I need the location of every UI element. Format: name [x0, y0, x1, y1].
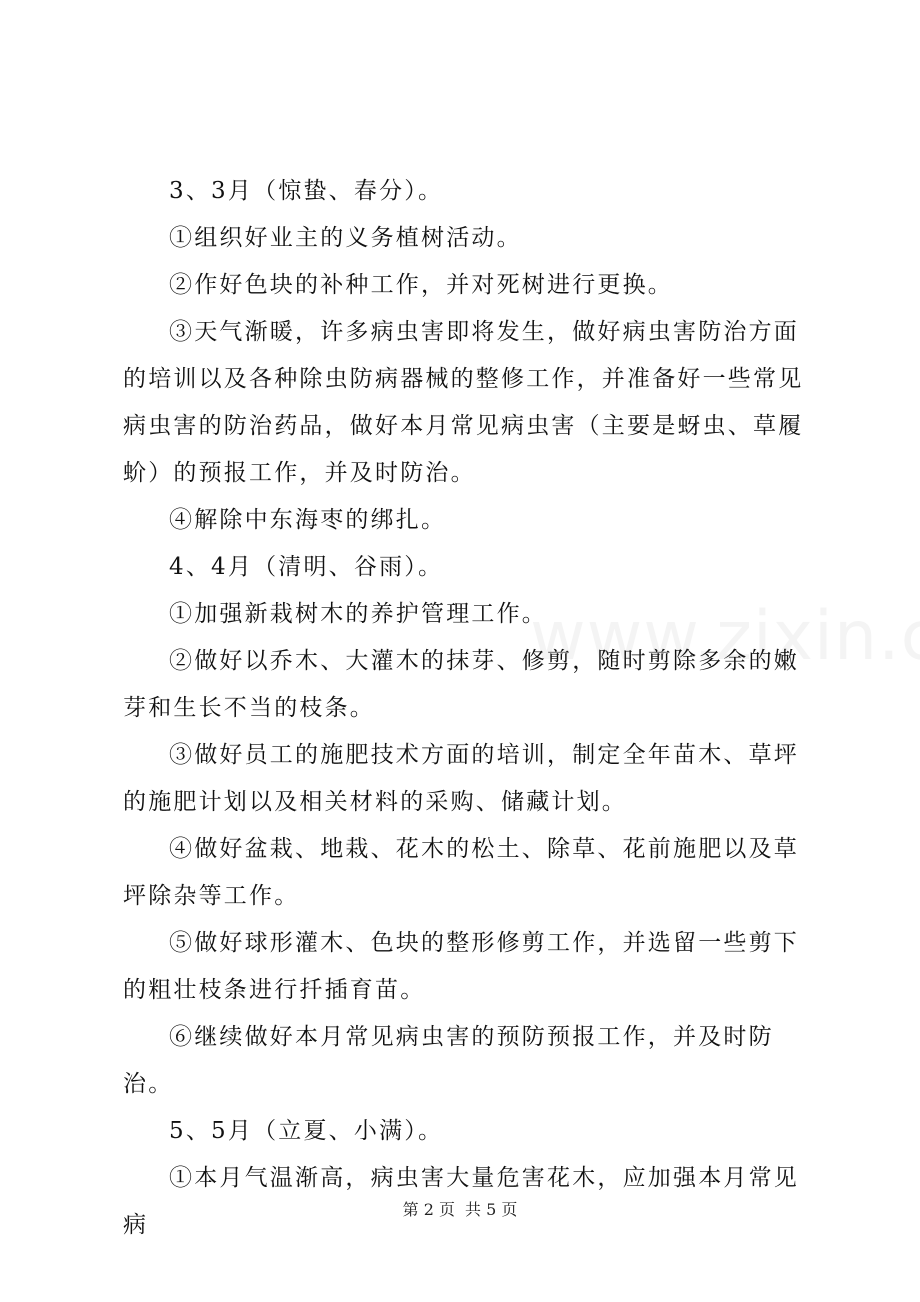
paragraph: ①组织好业主的义务植树活动。: [169, 225, 522, 251]
paragraph: ①本月气温渐高，病虫害大量危害花木，应加强本月常见病: [123, 1165, 799, 1238]
paragraph: ①加强新栽树木的养护管理工作。: [169, 601, 547, 627]
paragraph: ②作好色块的补种工作，并对死树进行更换。: [169, 272, 673, 298]
paragraph: ④解除中东海枣的绑扎。: [169, 507, 447, 533]
page-footer: [0, 1197, 920, 1220]
paragraph: ③天气渐暖，许多病虫害即将发生，做好病虫害防治方面的培训以及各种除虫防病器械的整修工作，并准备好一些常见病虫害的防治药品，做好本月常见病虫害（主要是蚜虫、草履蚧）的预报工作，并及时防治。: [123, 319, 804, 486]
paragraph: 5、5月（立夏、小满）。: [169, 1118, 444, 1144]
paragraph: ⑤做好球形灌木、色块的整形修剪工作，并选留一些剪下的粗壮枝条进行扦插育苗。: [123, 930, 799, 1003]
paragraph: ②做好以乔木、大灌木的抹芽、修剪，随时剪除多余的嫩芽和生长不当的枝条。: [123, 648, 799, 721]
paragraph: 4、4月（清明、谷雨）。: [169, 554, 444, 580]
document-body: [123, 168, 813, 1249]
paragraph: ④做好盆栽、地栽、花木的松土、除草、花前施肥以及草坪除杂等工作。: [123, 836, 799, 909]
page-total: 共 5 页: [465, 1200, 518, 1219]
paragraph: ③做好员工的施肥技术方面的培训，制定全年苗木、草坪的施肥计划以及相关材料的采购、储藏计划。: [123, 742, 799, 815]
paragraph: ⑥继续做好本月常见病虫害的预防预报工作，并及时防治。: [123, 1024, 774, 1097]
paragraph: 3、3月（惊蛰、春分）。: [169, 178, 444, 204]
page-number: 第 2 页: [402, 1200, 455, 1219]
